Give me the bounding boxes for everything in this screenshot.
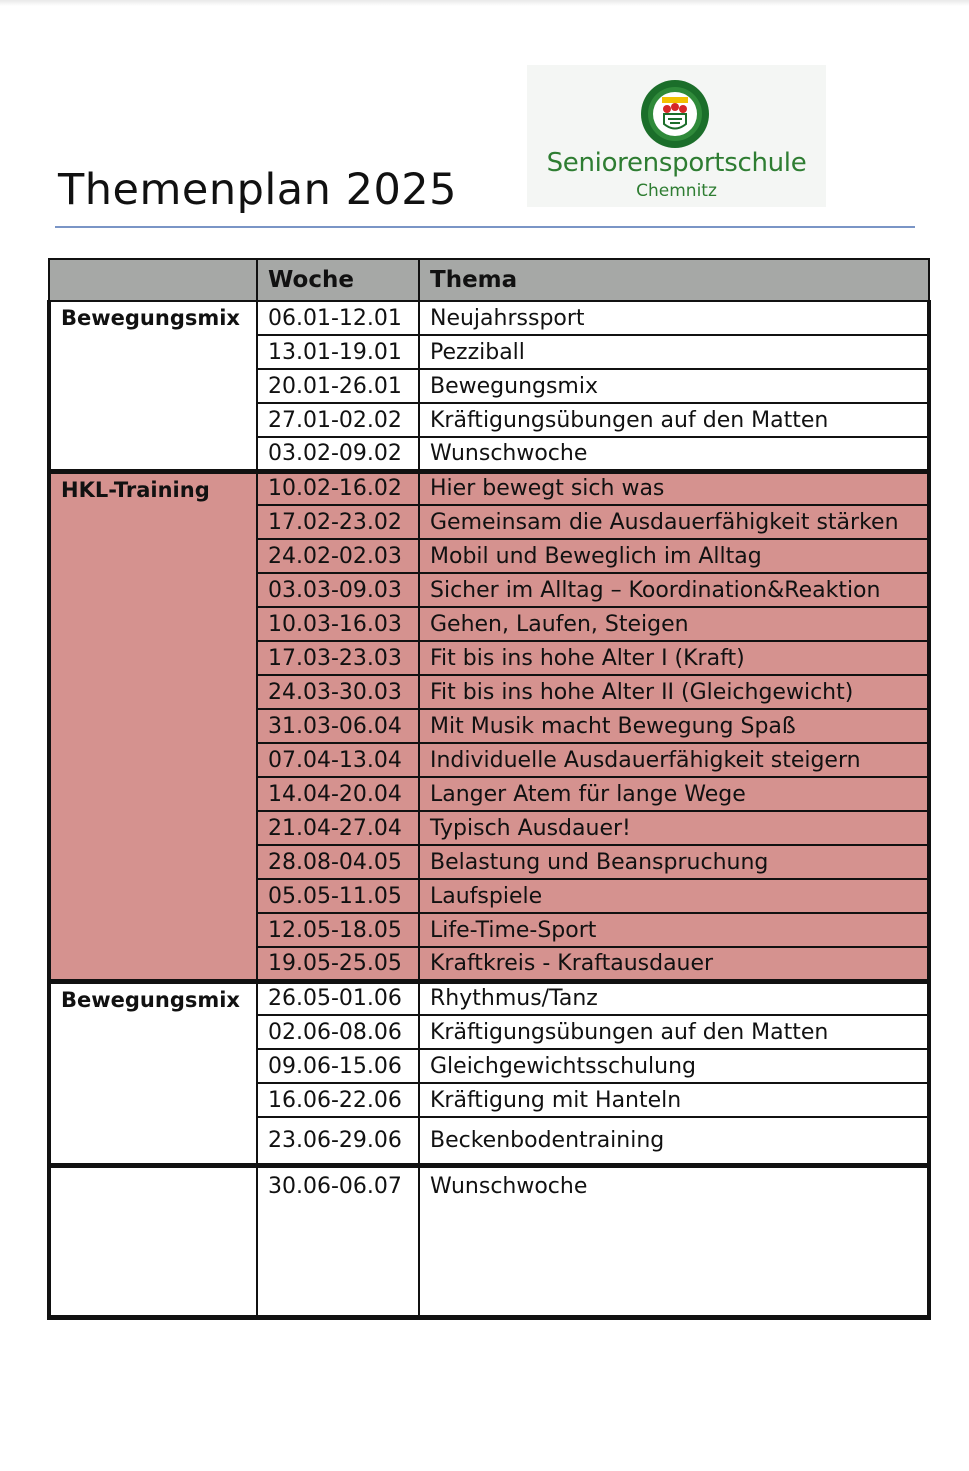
thema-cell: Fit bis ins hohe Alter II (Gleichgewicht) <box>419 675 929 709</box>
thema-cell: Sicher im Alltag – Koordination&Reaktion <box>419 573 929 607</box>
woche-cell: 10.02-16.02 <box>257 471 419 505</box>
thema-cell: Individuelle Ausdauerfähigkeit steigern <box>419 743 929 777</box>
woche-cell: 27.01-02.02 <box>257 403 419 437</box>
thema-cell: Mobil und Beweglich im Alltag <box>419 539 929 573</box>
thema-cell: Hier bewegt sich was <box>419 471 929 505</box>
woche-cell: 19.05-25.05 <box>257 947 419 981</box>
woche-cell: 20.01-26.01 <box>257 369 419 403</box>
emblem-icon <box>640 79 710 149</box>
section-label: HKL-Training <box>49 471 257 981</box>
schedule-table <box>47 258 931 1320</box>
woche-cell: 05.05-11.05 <box>257 879 419 913</box>
woche-cell: 03.03-09.03 <box>257 573 419 607</box>
section-label <box>49 1165 257 1317</box>
woche-cell: 30.06-06.07 <box>257 1165 419 1317</box>
thema-cell: Kraftkreis - Kraftausdauer <box>419 947 929 981</box>
thema-cell: Gehen, Laufen, Steigen <box>419 607 929 641</box>
top-shade <box>0 0 969 6</box>
woche-cell: 14.04-20.04 <box>257 777 419 811</box>
woche-cell: 07.04-13.04 <box>257 743 419 777</box>
section-label: Bewegungsmix <box>49 981 257 1165</box>
woche-cell: 12.05-18.05 <box>257 913 419 947</box>
woche-cell: 10.03-16.03 <box>257 607 419 641</box>
thema-cell: Kräftigung mit Hanteln <box>419 1083 929 1117</box>
woche-cell: 13.01-19.01 <box>257 335 419 369</box>
thema-cell: Bewegungsmix <box>419 369 929 403</box>
thema-cell: Wunschwoche <box>419 1165 929 1317</box>
table-row <box>49 981 929 1015</box>
woche-cell: 21.04-27.04 <box>257 811 419 845</box>
header-thema: Thema <box>419 259 929 301</box>
table-row <box>49 471 929 505</box>
thema-cell: Langer Atem für lange Wege <box>419 777 929 811</box>
woche-cell: 26.05-01.06 <box>257 981 419 1015</box>
woche-cell: 24.03-30.03 <box>257 675 419 709</box>
table-row <box>49 1165 929 1317</box>
thema-cell: Kräftigungsübungen auf den Matten <box>419 403 929 437</box>
woche-cell: 17.03-23.03 <box>257 641 419 675</box>
thema-cell: Kräftigungsübungen auf den Matten <box>419 1015 929 1049</box>
woche-cell: 16.06-22.06 <box>257 1083 419 1117</box>
header-group <box>49 259 257 301</box>
woche-cell: 03.02-09.02 <box>257 437 419 471</box>
woche-cell: 02.06-08.06 <box>257 1015 419 1049</box>
thema-cell: Pezziball <box>419 335 929 369</box>
page-title: Themenplan 2025 <box>58 165 458 215</box>
logo-subtitle: Chemnitz <box>636 181 717 201</box>
thema-cell: Life-Time-Sport <box>419 913 929 947</box>
thema-cell: Laufspiele <box>419 879 929 913</box>
thema-cell: Mit Musik macht Bewegung Spaß <box>419 709 929 743</box>
title-rule <box>55 226 915 228</box>
woche-cell: 17.02-23.02 <box>257 505 419 539</box>
thema-cell: Wunschwoche <box>419 437 929 471</box>
woche-cell: 28.08-04.05 <box>257 845 419 879</box>
schedule-body <box>49 301 929 1317</box>
logo <box>527 65 826 207</box>
section-label: Bewegungsmix <box>49 301 257 471</box>
woche-cell: 24.02-02.03 <box>257 539 419 573</box>
woche-cell: 31.03-06.04 <box>257 709 419 743</box>
table-row <box>49 301 929 335</box>
woche-cell: 06.01-12.01 <box>257 301 419 335</box>
woche-cell: 23.06-29.06 <box>257 1117 419 1165</box>
thema-cell: Gemeinsam die Ausdauerfähigkeit stärken <box>419 505 929 539</box>
thema-cell: Neujahrssport <box>419 301 929 335</box>
thema-cell: Beckenbodentraining <box>419 1117 929 1165</box>
header-row <box>49 259 929 301</box>
thema-cell: Fit bis ins hohe Alter I (Kraft) <box>419 641 929 675</box>
woche-cell: 09.06-15.06 <box>257 1049 419 1083</box>
logo-name: Seniorensportschule <box>546 148 807 178</box>
thema-cell: Gleichgewichtsschulung <box>419 1049 929 1083</box>
thema-cell: Rhythmus/Tanz <box>419 981 929 1015</box>
header-woche: Woche <box>257 259 419 301</box>
thema-cell: Typisch Ausdauer! <box>419 811 929 845</box>
thema-cell: Belastung und Beanspruchung <box>419 845 929 879</box>
